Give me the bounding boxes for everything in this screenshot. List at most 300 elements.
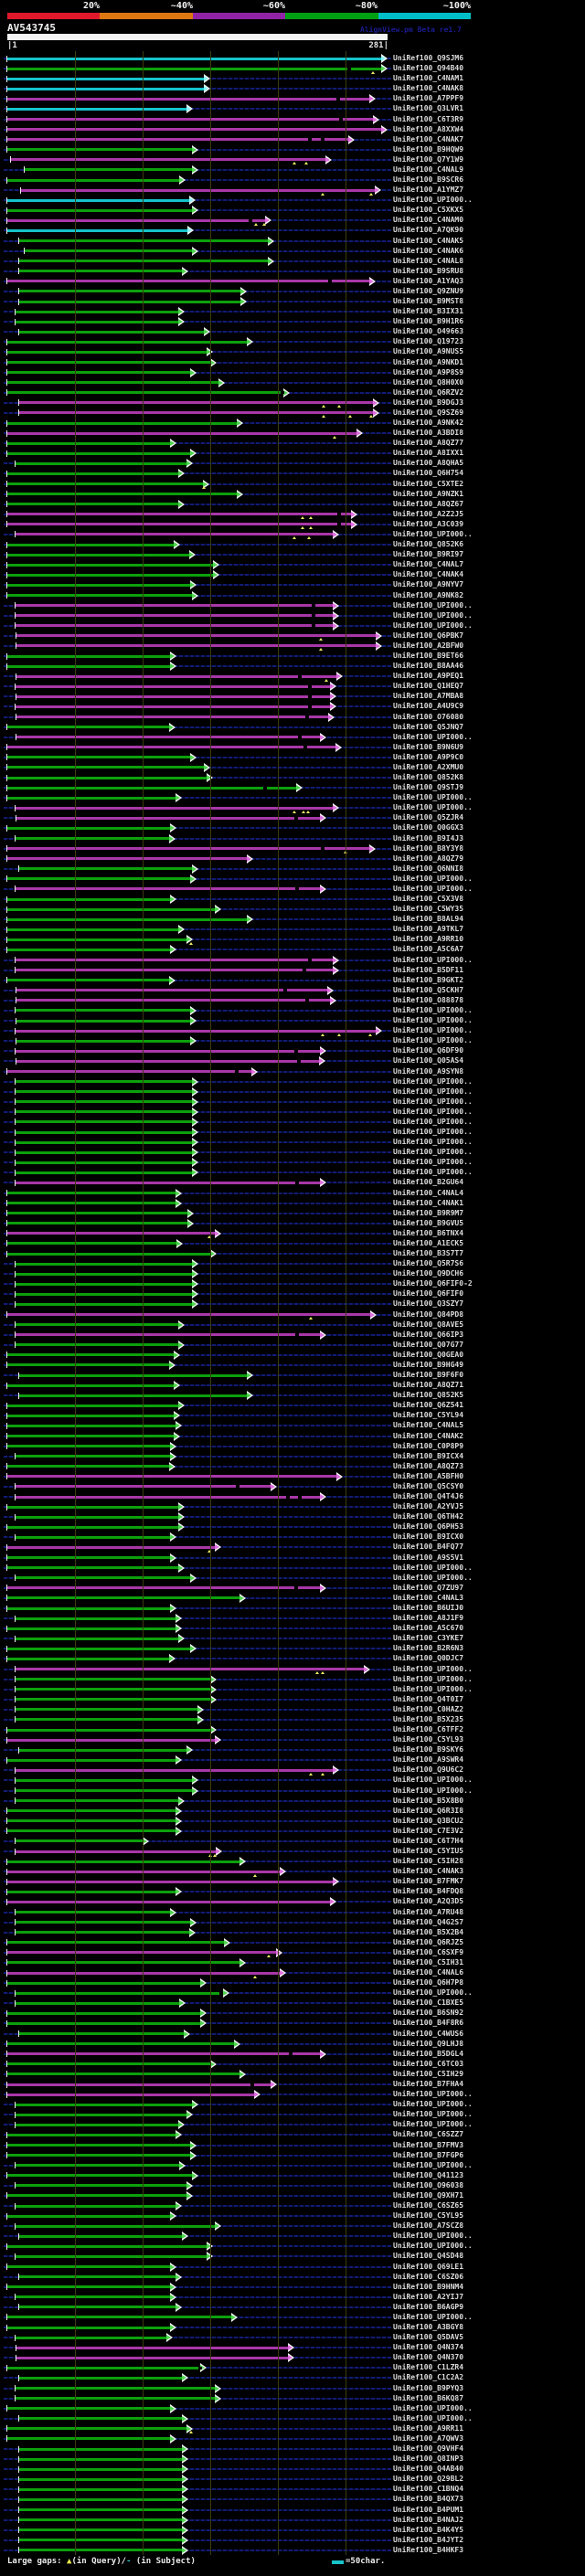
hit-label[interactable]: UniRef100_C4NAK5	[393, 236, 464, 245]
hit-label[interactable]: UniRef100_UPI000..	[393, 1097, 473, 1106]
hit-label[interactable]: UniRef100_C6SZ65	[393, 2201, 464, 2210]
hit-label[interactable]: UniRef100_A9SYN8	[393, 1066, 464, 1076]
hit-label[interactable]: UniRef100_B4QX73	[393, 2495, 464, 2504]
hit-label[interactable]: UniRef100_UPI000..	[393, 803, 473, 812]
hit-label[interactable]: UniRef100_UPI000..	[393, 600, 473, 610]
hit-start-tick	[6, 2243, 7, 2250]
hit-label[interactable]: UniRef100_B8AL94	[393, 915, 464, 924]
hit-bar	[7, 391, 284, 394]
hit-label[interactable]: UniRef100_UPI000..	[393, 1786, 473, 1795]
hit-label[interactable]: UniRef100_A7PPF9	[393, 94, 464, 103]
hit-start-tick	[6, 2142, 7, 2148]
hit-label[interactable]: UniRef100_B4PUM1	[393, 2505, 464, 2514]
hit-label[interactable]: UniRef100_C1BXE5	[393, 1998, 464, 2008]
hit-label[interactable]: UniRef100_UPI000..	[393, 732, 473, 741]
hit-arrowhead	[213, 572, 218, 578]
hit-label[interactable]: UniRef100_C7E3V2	[393, 1826, 464, 1835]
hit-label[interactable]: UniRef100_C4NAL6	[393, 1968, 464, 1977]
hit-label[interactable]: UniRef100_C1C2A2	[393, 2373, 464, 2382]
hit-label[interactable]: UniRef100_Q9VHF4	[393, 2444, 464, 2454]
hit-label[interactable]: UniRef100_UPI000..	[393, 1076, 473, 1086]
hit-label[interactable]: UniRef100_UPI000..	[393, 1026, 473, 1035]
hit-bar	[16, 1850, 218, 1853]
hit-bar	[16, 817, 321, 820]
hit-label[interactable]: UniRef100_B9HG49	[393, 1360, 464, 1369]
hit-label[interactable]: UniRef100_A8QZ77	[393, 439, 464, 448]
hit-label[interactable]: UniRef100_Q8H0X0	[393, 377, 464, 387]
hit-label[interactable]: UniRef100_UPI000..	[393, 620, 473, 630]
hit-label[interactable]: UniRef100_C6SZ06	[393, 2272, 464, 2281]
hit-label[interactable]: UniRef100_C4NAK8	[393, 84, 464, 93]
hit-label[interactable]: UniRef100_UPI000..	[393, 1087, 473, 1096]
hit-label[interactable]: UniRef100_UPI000..	[393, 1138, 473, 1147]
hit-start-tick	[15, 1483, 16, 1489]
hit-label[interactable]: UniRef100_Q6PH53	[393, 1522, 464, 1532]
hit-label[interactable]: UniRef100_B9SRU8	[393, 266, 464, 275]
hit-label[interactable]: UniRef100_Q94B40	[393, 64, 464, 73]
hit-label[interactable]: UniRef100_UPI000..	[393, 793, 473, 802]
hit-label[interactable]: UniRef100_Q6FIF0	[393, 1289, 464, 1299]
hit-label[interactable]: UniRef100_B9R9M7	[393, 1208, 464, 1217]
hit-label[interactable]: UniRef100_UPI000..	[393, 1036, 473, 1045]
hit-label[interactable]: UniRef100_A9P8S9	[393, 367, 464, 376]
hit-label[interactable]: UniRef100_A9PEQ1	[393, 672, 464, 681]
hit-bar	[7, 938, 187, 941]
hit-label[interactable]: UniRef100_A9TKL7	[393, 925, 464, 934]
hit-bar	[19, 1749, 186, 1752]
hit-label[interactable]: UniRef100_A7QK90	[393, 226, 464, 235]
hit-label[interactable]: UniRef100_B4JYT2	[393, 2535, 464, 2544]
hit-label[interactable]: UniRef100_A9RR11	[393, 2423, 464, 2433]
hit-label[interactable]: UniRef100_A2YVJ5	[393, 1502, 464, 1511]
hit-label[interactable]: UniRef100_UPI000..	[393, 955, 473, 964]
hit-label[interactable]: UniRef100_A5BFH0	[393, 1471, 464, 1480]
hit-label[interactable]: UniRef100_A2BFW0	[393, 641, 464, 650]
hit-label[interactable]: UniRef100_Q5CKH7	[393, 985, 464, 994]
hit-label[interactable]: UniRef100_UPI000..	[393, 2413, 473, 2422]
hit-label[interactable]: UniRef100_A7RU48	[393, 1907, 464, 1916]
hit-label[interactable]: UniRef100_UPI000..	[393, 1168, 473, 1177]
hit-label[interactable]: UniRef100_A2XMU0	[393, 762, 464, 771]
hit-label[interactable]: UniRef100_A9NZK1	[393, 489, 464, 498]
hit-label[interactable]: UniRef100_B9MST8	[393, 297, 464, 306]
hit-label[interactable]: UniRef100_Q8INP3	[393, 2454, 464, 2464]
hit-arrowhead	[192, 1261, 197, 1267]
hit-label[interactable]: UniRef100_UPI000..	[393, 884, 473, 893]
hit-label[interactable]: UniRef100_A1YMZ7	[393, 186, 464, 195]
hit-label[interactable]: UniRef100_Q6RZV2	[393, 387, 464, 397]
hit-label[interactable]: UniRef100_A5C670	[393, 1624, 464, 1633]
hit-label[interactable]: UniRef100_B9SCR6	[393, 175, 464, 185]
query-gap-mark	[253, 1874, 257, 1877]
hit-label[interactable]: UniRef100_UPI000..	[393, 2231, 473, 2241]
hit-label[interactable]: UniRef100_UPI000..	[393, 1117, 473, 1126]
hit-label[interactable]: UniRef100_Q7Y1W9	[393, 154, 464, 164]
hit-label[interactable]: UniRef100_Q69LE1	[393, 2262, 464, 2271]
hit-label[interactable]: UniRef100_UPI000..	[393, 1664, 473, 1673]
hit-label[interactable]: UniRef100_C4NAK7	[393, 134, 464, 143]
hit-bar	[7, 1475, 337, 1478]
hit-label[interactable]: UniRef100_B3S7T7	[393, 1249, 464, 1258]
hit-label[interactable]: UniRef100_B7FMV3	[393, 2140, 464, 2149]
hit-label[interactable]: UniRef100_Q8AVE5	[393, 1320, 464, 1329]
hit-label[interactable]: UniRef100_B7FHA4	[393, 2080, 464, 2088]
hit-label[interactable]: UniRef100_B9ICX0	[393, 1532, 464, 1542]
hit-arrowhead	[178, 502, 183, 507]
hit-label[interactable]: UniRef100_Q3SZY7	[393, 1299, 464, 1309]
hit-label[interactable]: UniRef100_A3BGY8	[393, 2323, 464, 2332]
hit-label[interactable]: UniRef100_UPI000..	[393, 1016, 473, 1025]
key-label-40: ~40%	[170, 1, 193, 11]
hit-start-tick	[15, 2253, 16, 2260]
hit-label[interactable]: UniRef100_UPI000..	[393, 196, 473, 205]
hit-label[interactable]: UniRef100_C5YL94	[393, 1411, 464, 1420]
hit-start-tick	[6, 1959, 7, 1966]
hit-label[interactable]: UniRef100_C4NAK1	[393, 1198, 464, 1207]
hit-label[interactable]: UniRef100_UPI000..	[393, 1674, 473, 1683]
hit-label[interactable]: UniRef100_B5DGL4	[393, 2049, 464, 2058]
grid-line	[210, 51, 211, 2555]
hit-label[interactable]: UniRef100_Q0GEA0	[393, 1350, 464, 1359]
hit-label[interactable]: UniRef100_UPI000..	[393, 1158, 473, 1167]
hit-label[interactable]: UniRef100_C4NAM1	[393, 74, 464, 83]
hit-label[interactable]: UniRef100_UPI000..	[393, 1684, 473, 1693]
hit-label[interactable]: UniRef100_C4NAK6	[393, 246, 464, 255]
hit-label[interactable]: UniRef100_Q4N370	[393, 2353, 464, 2362]
hit-label[interactable]: UniRef100_C5IH28	[393, 1857, 464, 1866]
ruler-start-label: |1	[7, 41, 17, 50]
hit-label[interactable]: UniRef100_C3YKE7	[393, 1634, 464, 1643]
hit-label[interactable]: UniRef100_B9SKY6	[393, 1745, 464, 1754]
hit-arrowhead	[178, 1342, 183, 1348]
hit-label[interactable]: UniRef100_B9DGJ3	[393, 398, 464, 407]
hit-label[interactable]: UniRef100_A7MBA8	[393, 692, 464, 701]
ruler-end-label: 281|	[368, 41, 388, 50]
hit-label[interactable]: UniRef100_Q852K5	[393, 1391, 464, 1400]
hit-arrowhead	[176, 1757, 180, 1763]
hit-label[interactable]: UniRef100_Q6NNI8	[393, 864, 464, 873]
hit-bar	[16, 1080, 193, 1083]
hit-label[interactable]: UniRef100_Q66IP3	[393, 1330, 464, 1339]
hit-label[interactable]: UniRef100_Q9SJM6	[393, 54, 464, 62]
hit-label[interactable]: UniRef100_UPI000..	[393, 1563, 473, 1572]
hit-label[interactable]: UniRef100_A7QWV3	[393, 2433, 464, 2443]
hit-label[interactable]: UniRef100_C6TFF2	[393, 1725, 464, 1734]
hit-label[interactable]: UniRef100_C5IH29	[393, 2069, 464, 2078]
hit-bar	[16, 1799, 179, 1802]
hit-label[interactable]: UniRef100_Q6Z541	[393, 1401, 464, 1410]
hit-label[interactable]: UniRef100_A9NYV7	[393, 580, 464, 589]
hit-label[interactable]: UniRef100_B4HKF3	[393, 2545, 464, 2554]
hit-label[interactable]: UniRef100_A3C039	[393, 519, 464, 528]
hit-start-tick	[6, 896, 7, 903]
hit-label[interactable]: UniRef100_B3IX31	[393, 307, 464, 316]
hit-label[interactable]: UniRef100_A2Z2J5	[393, 509, 464, 518]
hit-label[interactable]: UniRef100_C5YL93	[393, 1735, 464, 1744]
hit-label[interactable]: UniRef100_C5YL95	[393, 2211, 464, 2221]
hit-label[interactable]: UniRef100_Q3BCU2	[393, 1816, 464, 1825]
hit-label[interactable]: UniRef100_Q4N374	[393, 2343, 464, 2352]
hit-label[interactable]: UniRef100_C4NAK2	[393, 1431, 464, 1440]
hit-arrowhead	[187, 1221, 192, 1226]
hit-label[interactable]: UniRef100_C6TC03	[393, 2059, 464, 2068]
hit-bar	[7, 1819, 176, 1822]
hit-label[interactable]: UniRef100_UPI000..	[393, 2403, 473, 2412]
hit-label[interactable]: UniRef100_UPI000..	[393, 2110, 473, 2119]
hit-label[interactable]: UniRef100_C6T3R9	[393, 114, 464, 123]
hit-label[interactable]: UniRef100_B7FMK7	[393, 1877, 464, 1886]
hit-label[interactable]: UniRef100_UPI000..	[393, 1128, 473, 1136]
hit-bar	[7, 1070, 252, 1073]
hit-label[interactable]: UniRef100_Q1HEQ7	[393, 682, 464, 691]
hit-label[interactable]: UniRef100_O96038	[393, 2180, 464, 2189]
hit-label[interactable]: UniRef100_C4WUS6	[393, 2029, 464, 2038]
hit-start-tick	[6, 86, 7, 92]
hit-label[interactable]: UniRef100_C5YIU5	[393, 1847, 464, 1856]
hit-label[interactable]: UniRef100_UPI000..	[393, 1148, 473, 1157]
hit-label[interactable]: UniRef100_B9PYQ3	[393, 2383, 464, 2392]
hit-label[interactable]: UniRef100_A8XXW4	[393, 124, 464, 133]
hit-label[interactable]: UniRef100_B9ET66	[393, 652, 464, 660]
hit-label[interactable]: UniRef100_Q84PD8	[393, 1309, 464, 1319]
hit-label[interactable]: UniRef100_Q5DAV5	[393, 2333, 464, 2342]
hit-label[interactable]: UniRef100_B6UIJ0	[393, 1604, 464, 1612]
hit-label[interactable]: UniRef100_C4NAL3	[393, 1593, 464, 1602]
hit-label[interactable]: UniRef100_B4F8R6	[393, 2019, 464, 2028]
hit-label[interactable]: UniRef100_UPI000..	[393, 2312, 473, 2321]
hit-label[interactable]: UniRef100_A1YAQ3	[393, 276, 464, 285]
hit-label[interactable]: UniRef100_Q4T0I7	[393, 1694, 464, 1703]
hit-arrowhead	[178, 1524, 183, 1530]
hit-label[interactable]: UniRef100_Q4SD48	[393, 2252, 464, 2261]
hit-label[interactable]: UniRef100_Q9ZNU9	[393, 286, 464, 295]
hit-label[interactable]: UniRef100_B9HNM4	[393, 2282, 464, 2291]
hit-start-tick	[15, 1129, 16, 1136]
hit-label[interactable]: UniRef100_A8IXX1	[393, 449, 464, 458]
hit-label[interactable]: UniRef100_C5X3V8	[393, 895, 464, 904]
hit-label[interactable]: UniRef100_B6TNX4	[393, 1228, 464, 1237]
hit-label[interactable]: UniRef100_B9I4J3	[393, 833, 464, 843]
hit-arrowhead	[333, 958, 337, 963]
hit-label[interactable]: UniRef100_A8QZ79	[393, 853, 464, 863]
hit-label[interactable]: UniRef100_O49663	[393, 327, 464, 336]
hit-start-tick	[6, 1606, 7, 1612]
hit-label[interactable]: UniRef100_C4NAK3	[393, 1867, 464, 1876]
hit-label[interactable]: UniRef100_Q19723	[393, 337, 464, 346]
hit-label[interactable]: UniRef100_Q0GGX3	[393, 823, 464, 832]
hit-label[interactable]: UniRef100_Q41123	[393, 2170, 464, 2179]
hit-label[interactable]: UniRef100_B4FDQ8	[393, 1887, 464, 1896]
hit-label[interactable]: UniRef100_A9NK42	[393, 419, 464, 428]
hit-label[interactable]: UniRef100_A2Q3D5	[393, 1897, 464, 1906]
hit-label[interactable]: UniRef100_UPI000..	[393, 1005, 473, 1014]
hit-label[interactable]: UniRef100_B5X2B4	[393, 1927, 464, 1936]
query-gap-mark	[302, 811, 305, 813]
hit-label[interactable]: UniRef100_C4NAL4	[393, 1188, 464, 1197]
hit-label[interactable]: UniRef100_Q6PBK7	[393, 631, 464, 640]
hit-label[interactable]: UniRef100_Q9XH71	[393, 2190, 464, 2200]
hit-label[interactable]: UniRef100_C0HAZ2	[393, 1704, 464, 1713]
hit-label[interactable]: UniRef100_UPI000..	[393, 1573, 473, 1582]
hit-label[interactable]: UniRef100_Q0DJC7	[393, 1654, 464, 1663]
hit-label[interactable]: UniRef100_B9GVU5	[393, 1218, 464, 1227]
hit-label[interactable]: UniRef100_C4NAK4	[393, 570, 464, 579]
query-gap-mark	[368, 1034, 372, 1036]
hit-label[interactable]: UniRef100_A9RR10	[393, 935, 464, 944]
hit-label[interactable]: UniRef100_A9NKD1	[393, 357, 464, 366]
hit-label[interactable]: UniRef100_O88878	[393, 995, 464, 1004]
hit-label[interactable]: UniRef100_B9HQW9	[393, 144, 464, 154]
hit-label[interactable]: UniRef100_A7SCZ8	[393, 2221, 464, 2231]
hit-label[interactable]: UniRef100_A8QHA5	[393, 459, 464, 468]
hit-label[interactable]: UniRef100_Q5CSY0	[393, 1481, 464, 1490]
hit-label[interactable]: UniRef100_UPI000..	[393, 874, 473, 883]
hit-start-tick	[6, 146, 7, 153]
hit-label[interactable]: UniRef100_B8AA46	[393, 662, 464, 671]
hit-label[interactable]: UniRef100_C6SXF9	[393, 1947, 464, 1956]
hit-label[interactable]: UniRef100_A5C6A7	[393, 945, 464, 954]
hit-label[interactable]: UniRef100_Q05AS4	[393, 1056, 464, 1065]
hit-label[interactable]: UniRef100_A9P9C0	[393, 752, 464, 761]
hit-label[interactable]: UniRef100_B7FGP6	[393, 2150, 464, 2159]
hit-label[interactable]: UniRef100_Q6RJZ5	[393, 1937, 464, 1946]
hit-label[interactable]: UniRef100_B4NAJ2	[393, 2515, 464, 2524]
hit-label[interactable]: UniRef100_B5DF11	[393, 965, 464, 974]
hit-start-tick	[15, 805, 16, 811]
hit-label[interactable]: UniRef100_Q6DF90	[393, 1046, 464, 1055]
hit-label[interactable]: UniRef100_UPI000..	[393, 2160, 473, 2169]
hit-label[interactable]: UniRef100_B9N6U9	[393, 742, 464, 751]
hit-label[interactable]: UniRef100_C0P8P9	[393, 1441, 464, 1450]
hit-arrowhead	[176, 1201, 180, 1206]
hit-label[interactable]: UniRef100_B2R6N3	[393, 1644, 464, 1653]
hit-label[interactable]: UniRef100_UPI000..	[393, 2242, 473, 2251]
hit-label[interactable]: UniRef100_UPI000..	[393, 2090, 473, 2099]
hit-label[interactable]: UniRef100_C4NAM0	[393, 216, 464, 225]
hit-start-tick	[18, 2456, 19, 2463]
hit-label[interactable]: UniRef100_Q852K8	[393, 773, 464, 782]
hit-label[interactable]: UniRef100_C4NAL5	[393, 1421, 464, 1430]
hit-bar	[7, 756, 191, 758]
hit-label[interactable]: UniRef100_A9NUS5	[393, 347, 464, 356]
watermark-text: AlignView.pm Beta re1.7	[360, 26, 462, 34]
hit-label[interactable]: UniRef100_O76080	[393, 712, 464, 721]
hit-label[interactable]: UniRef100_C1BNQ4	[393, 2485, 464, 2494]
hit-label[interactable]: UniRef100_Q7ZU97	[393, 1583, 464, 1592]
hit-label[interactable]: UniRef100_A8QZ71	[393, 1381, 464, 1390]
hit-label[interactable]: UniRef100_A9S5V1	[393, 1553, 464, 1562]
hit-bar	[7, 1435, 175, 1437]
hit-label[interactable]: UniRef100_Q6H7P8	[393, 1978, 464, 1988]
hit-label[interactable]: UniRef100_B9H1R6	[393, 317, 464, 326]
hit-bar	[16, 1283, 193, 1286]
hit-arrowhead	[178, 309, 183, 314]
hit-label[interactable]: UniRef100_Q4T4J6	[393, 1492, 464, 1501]
hit-label[interactable]: UniRef100_UPI000..	[393, 2100, 473, 2109]
hit-label[interactable]: UniRef100_A8QZ73	[393, 1461, 464, 1470]
hit-label[interactable]: UniRef100_Q5JNQ7	[393, 722, 464, 731]
hit-label[interactable]: UniRef100_A1ECK5	[393, 1238, 464, 1247]
hit-label[interactable]: UniRef100_C6SZZ7	[393, 2130, 464, 2139]
hit-label[interactable]: UniRef100_UPI000..	[393, 1107, 473, 1116]
hit-label[interactable]: UniRef100_C5XTE2	[393, 479, 464, 488]
hit-label[interactable]: UniRef100_Q5R7S6	[393, 1259, 464, 1268]
hit-label[interactable]: UniRef100_B5X8B0	[393, 1796, 464, 1805]
hit-label[interactable]: UniRef100_A9NK82	[393, 590, 464, 599]
hit-label[interactable]: UniRef100_C5IH31	[393, 1957, 464, 1966]
hit-label[interactable]: UniRef100_Q6TH42	[393, 1512, 464, 1521]
hit-label[interactable]: UniRef100_C4NAL8	[393, 256, 464, 265]
hit-label[interactable]: UniRef100_Q4G2S7	[393, 1917, 464, 1926]
hit-label[interactable]: UniRef100_UPI000..	[393, 1776, 473, 1785]
hit-label[interactable]: UniRef100_A8J1F9	[393, 1614, 464, 1623]
hit-label[interactable]: UniRef100_C5XKX5	[393, 206, 464, 215]
hit-label[interactable]: UniRef100_UPI000..	[393, 2120, 473, 2129]
hit-label[interactable]: UniRef100_Q9SZ69	[393, 408, 464, 417]
hit-bar	[7, 452, 191, 455]
hit-arrowhead	[170, 663, 175, 669]
hit-label[interactable]: UniRef100_Q9STJ9	[393, 783, 464, 792]
hit-label[interactable]: UniRef100_B9F6F0	[393, 1371, 464, 1380]
hit-label[interactable]: UniRef100_Q6FIF0-2	[393, 1279, 473, 1288]
hit-label[interactable]: UniRef100_Q5ZJR4	[393, 813, 464, 822]
hit-label[interactable]: UniRef100_C4NAL9	[393, 164, 464, 174]
hit-label[interactable]: UniRef100_C4NAL7	[393, 560, 464, 569]
hit-label[interactable]: UniRef100_A2YIJ7	[393, 2292, 464, 2301]
hit-label[interactable]: UniRef100_A8QZ67	[393, 499, 464, 508]
hit-label[interactable]: UniRef100_Q07G77	[393, 1340, 464, 1349]
hit-label[interactable]: UniRef100_Q9U6C2	[393, 1765, 464, 1775]
hit-label[interactable]: UniRef100_B6AGP9	[393, 2302, 464, 2311]
hit-label[interactable]: UniRef100_B9ICX4	[393, 1451, 464, 1460]
hit-label[interactable]: UniRef100_Q9LHJ8	[393, 2039, 464, 2048]
hit-label[interactable]: UniRef100_B5X235	[393, 1714, 464, 1723]
hit-label[interactable]: UniRef100_B9GKT2	[393, 975, 464, 984]
hit-label[interactable]: UniRef100_C6T7H4	[393, 1836, 464, 1845]
hit-label[interactable]: UniRef100_C5WY35	[393, 905, 464, 914]
query-gap-mark	[262, 223, 266, 226]
hit-label[interactable]: UniRef100_A4U9C9	[393, 702, 464, 711]
hit-label[interactable]: UniRef100_B6KQ87	[393, 2393, 464, 2402]
hit-label[interactable]: UniRef100_A3BDI8	[393, 429, 464, 438]
hit-label[interactable]: UniRef100_B9RI97	[393, 550, 464, 559]
hit-label[interactable]: UniRef100_B4FQ77	[393, 1542, 464, 1552]
hit-arrowhead	[190, 1920, 195, 1925]
hit-label[interactable]: UniRef100_Q4AB40	[393, 2465, 464, 2474]
hit-label[interactable]: UniRef100_A9SWR4	[393, 1755, 464, 1765]
hit-arrowhead	[271, 2082, 275, 2087]
hit-label[interactable]: UniRef100_UPI000..	[393, 529, 473, 538]
hit-bar	[16, 807, 334, 810]
hit-label[interactable]: UniRef100_Q6R3I8	[393, 1806, 464, 1815]
hit-start-tick	[18, 2274, 19, 2280]
hit-bar	[7, 1586, 321, 1589]
hit-label[interactable]: UniRef100_UPI000..	[393, 610, 473, 620]
hit-label[interactable]: UniRef100_Q3LVR1	[393, 104, 464, 113]
hit-label[interactable]: UniRef100_B2GU64	[393, 1178, 464, 1187]
hit-label[interactable]: UniRef100_Q29BL2	[393, 2475, 464, 2484]
hit-label[interactable]: UniRef100_B6SN92	[393, 2009, 464, 2018]
hit-start-tick	[18, 299, 19, 305]
hit-label[interactable]: UniRef100_Q6H754	[393, 469, 464, 478]
hit-label[interactable]: UniRef100_C1LZR4	[393, 2363, 464, 2372]
hit-label[interactable]: UniRef100_B4K4Y5	[393, 2525, 464, 2534]
hit-label[interactable]: UniRef100_Q9DCH6	[393, 1269, 464, 1278]
hit-start-tick	[15, 2000, 16, 2007]
hit-label[interactable]: UniRef100_Q852K6	[393, 540, 464, 549]
hit-label[interactable]: UniRef100_UPI000..	[393, 1988, 473, 1998]
hit-label[interactable]: UniRef100_B8Y3Y8	[393, 843, 464, 853]
